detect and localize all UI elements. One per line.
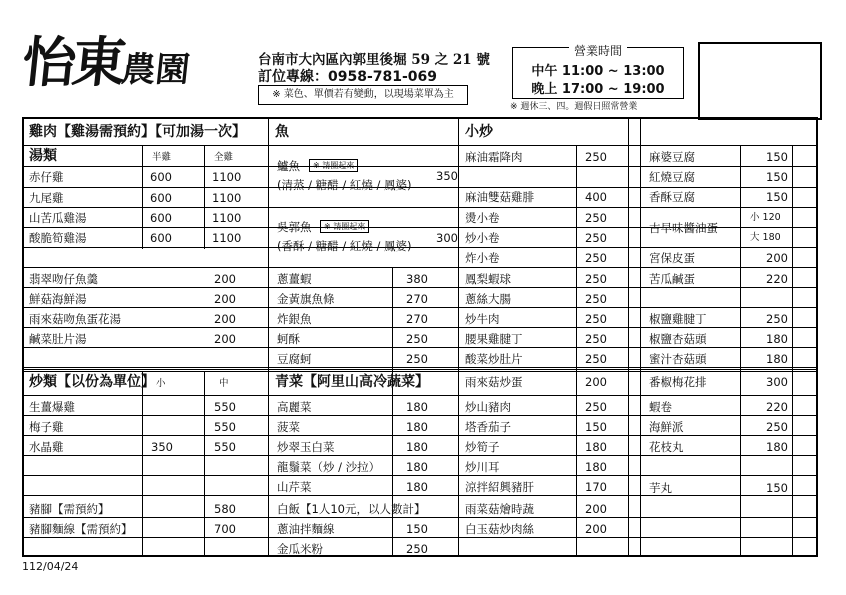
menu-date: 112/04/24 xyxy=(22,560,79,573)
menu-text: 蔥薑蝦 xyxy=(277,272,312,286)
menu-text: 麻婆豆腐 xyxy=(649,150,695,164)
menu-text: 苦瓜鹹蛋 xyxy=(649,272,695,286)
menu-text: 古早味醬油蛋 xyxy=(649,221,718,235)
menu-text: 180 xyxy=(766,352,788,366)
menu-text: 350 xyxy=(436,169,458,183)
menu-text: 1100 xyxy=(212,191,242,205)
menu-text: 腰果雞腱丁 xyxy=(465,332,523,346)
phone-number: 訂位專線：0958-781-069 xyxy=(258,69,438,85)
grid-line xyxy=(24,307,816,308)
menu-text: 鹹菜肚片湯 xyxy=(29,332,87,346)
menu-text: 250 xyxy=(585,231,607,245)
menu-text: 涼拌紹興豬肝 xyxy=(465,480,534,494)
menu-text: 紅燒豆腐 xyxy=(649,170,695,184)
menu-text: 180 xyxy=(406,400,428,414)
menu-text: ※ 請圈起來 xyxy=(320,220,369,233)
grid-line xyxy=(24,367,816,368)
menu-text: 180 xyxy=(406,480,428,494)
menu-text: 鳳梨蝦球 xyxy=(465,272,511,286)
menu-text: 270 xyxy=(406,312,428,326)
menu-text: 雨來菇吻魚蛋花湯 xyxy=(29,312,121,326)
menu-text: 1100 xyxy=(212,211,242,225)
menu-text: 豆腐蚵 xyxy=(277,352,312,366)
menu-text: 魚 xyxy=(275,124,289,140)
menu-text: 山苦瓜雞湯 xyxy=(29,211,87,225)
menu-text: 700 xyxy=(214,522,236,536)
grid-line xyxy=(24,395,816,396)
menu-text: 番椒梅花排 xyxy=(649,375,707,389)
menu-text: 豬腳麵線【需預約】 xyxy=(29,522,133,536)
grid-line xyxy=(24,455,816,456)
menu-text: 180 xyxy=(406,460,428,474)
menu-text: 炒翠玉白菜 xyxy=(277,440,335,454)
menu-text: 麻油雙菇雞腓 xyxy=(465,190,534,204)
grid-line xyxy=(24,187,816,188)
grid-line xyxy=(24,495,816,496)
menu-text: 200 xyxy=(214,332,236,346)
menu-text: 250 xyxy=(585,272,607,286)
menu-text: 酸菜炒肚片 xyxy=(465,352,523,366)
menu-text: 200 xyxy=(214,272,236,286)
grid-line xyxy=(24,347,816,348)
menu-text: 高麗菜 xyxy=(277,400,312,414)
menu-text: 180 xyxy=(585,440,607,454)
menu-text: 250 xyxy=(585,400,607,414)
logo-tail: 農園 xyxy=(119,50,192,90)
menu-text: 雨菜菇燴時蔬 xyxy=(465,502,534,516)
grid-line xyxy=(24,371,816,372)
menu-text: 200 xyxy=(766,251,788,265)
menu-text: 180 xyxy=(766,440,788,454)
menu-text: 半雞 xyxy=(152,152,172,163)
menu-text: 炸銀魚 xyxy=(277,312,312,326)
menu-text: 1100 xyxy=(212,170,242,184)
menu-text: 380 xyxy=(406,272,428,286)
menu-text: 吳郭魚 xyxy=(277,220,312,234)
grid-line xyxy=(640,119,641,557)
menu-text: 600 xyxy=(150,191,172,205)
menu-text: 蚵酥 xyxy=(277,332,300,346)
menu-text: (清蒸 / 糖醋 / 紅燒 / 鳳婆) xyxy=(277,178,412,192)
menu-text: 湯類 xyxy=(29,148,57,164)
menu-text: 小 xyxy=(156,378,166,389)
menu-text: 200 xyxy=(585,522,607,536)
menu-text: 九尾雞 xyxy=(29,191,64,205)
menu-text: 鮮菇海鮮湯 xyxy=(29,292,87,306)
menu-text: 400 xyxy=(585,190,607,204)
menu-text: 山芹菜 xyxy=(277,480,312,494)
grid-line xyxy=(268,119,269,557)
menu-text: 海鮮派 xyxy=(649,420,684,434)
menu-text: (香酥 / 糖醋 / 紅燒 / 鳳婆) xyxy=(277,239,412,253)
menu-text: 燙小卷 xyxy=(465,211,500,225)
menu-text: 白飯【1人10元，以人數計】 xyxy=(277,502,426,516)
menu-text: 生薑爆雞 xyxy=(29,400,75,414)
grid-line xyxy=(204,145,205,249)
menu-text: 150 xyxy=(585,420,607,434)
menu-text: 水晶雞 xyxy=(29,440,64,454)
menu-text: 蔥絲大腸 xyxy=(465,292,511,306)
grid-line xyxy=(24,517,816,518)
menu-text: 炸小卷 xyxy=(465,251,500,265)
logo xyxy=(18,32,193,100)
menu-text: 菠菜 xyxy=(277,420,300,434)
menu-text: 酸脆筍雞湯 xyxy=(29,231,87,245)
menu-text: 600 xyxy=(150,231,172,245)
menu-text: ※ 請圈起來 xyxy=(309,159,358,172)
menu-text: 椒鹽杏菇頭 xyxy=(649,332,707,346)
menu-text: 宮保皮蛋 xyxy=(649,251,695,265)
menu-text: 300 xyxy=(436,231,458,245)
grid-line xyxy=(24,537,816,538)
menu-text: 炒小卷 xyxy=(465,231,500,245)
menu-text: 250 xyxy=(585,211,607,225)
grid-line xyxy=(458,119,459,557)
menu-text: 600 xyxy=(150,211,172,225)
menu-text: 炒類【以份為單位】 xyxy=(29,374,155,390)
menu-text: 200 xyxy=(214,292,236,306)
menu-text: 550 xyxy=(214,400,236,414)
menu-text: 580 xyxy=(214,502,236,516)
menu-text: 170 xyxy=(585,480,607,494)
menu-text: 青菜【阿里山高冷蔬菜】 xyxy=(275,374,429,390)
menu-text: 金瓜米粉 xyxy=(277,542,323,556)
menu-text: 250 xyxy=(406,332,428,346)
menu-text: 220 xyxy=(766,272,788,286)
menu-text: 180 xyxy=(585,460,607,474)
logo-main: 怡東 xyxy=(19,30,126,94)
menu-text: 250 xyxy=(766,420,788,434)
menu-text: 炒川耳 xyxy=(465,460,500,474)
menu-text: 200 xyxy=(585,375,607,389)
stamp-box xyxy=(698,42,822,120)
menu-text: 300 xyxy=(766,375,788,389)
price-note: ※ 菜色、單價若有變動，以現場菜單為主 xyxy=(258,85,468,105)
menu-text: 鱸魚 xyxy=(277,159,300,173)
menu-text: 220 xyxy=(766,400,788,414)
menu-text: 250 xyxy=(585,150,607,164)
grid-line xyxy=(24,327,816,328)
grid-line xyxy=(24,207,816,208)
grid-line xyxy=(142,145,143,249)
menu-text: 150 xyxy=(766,170,788,184)
menu-text: 250 xyxy=(585,292,607,306)
menu-text: 150 xyxy=(766,190,788,204)
menu-text: 200 xyxy=(585,502,607,516)
menu-text: 550 xyxy=(214,440,236,454)
grid-line xyxy=(24,435,816,436)
menu-text: 炒牛肉 xyxy=(465,312,500,326)
menu-text: 1100 xyxy=(212,231,242,245)
menu-text: 芋丸 xyxy=(649,481,672,495)
menu-text: 花枝丸 xyxy=(649,440,684,454)
grid-line xyxy=(24,267,816,268)
grid-line xyxy=(24,287,816,288)
menu-text: 250 xyxy=(406,352,428,366)
menu-text: 炒山豬肉 xyxy=(465,400,511,414)
grid-line xyxy=(24,145,816,146)
menu-text: 炒筍子 xyxy=(465,440,500,454)
menu-text: 蜜汁杏菇頭 xyxy=(649,352,707,366)
menu-text: 600 xyxy=(150,170,172,184)
grid-line xyxy=(24,166,816,167)
menu-text: 白玉菇炒肉絲 xyxy=(465,522,534,536)
grid-line xyxy=(628,119,629,557)
menu-text: 雞肉【雞湯需預約】【可加湯一次】 xyxy=(29,124,246,140)
menu-text: 小 120 xyxy=(750,212,781,223)
menu-text: 150 xyxy=(406,522,428,536)
menu-text: 350 xyxy=(151,440,173,454)
menu-table xyxy=(22,117,818,557)
menu-text: 翡翠吻仔魚羹 xyxy=(29,272,98,286)
menu-text: 250 xyxy=(585,312,607,326)
menu-text: 250 xyxy=(585,352,607,366)
menu-text: 中 xyxy=(219,378,229,389)
menu-text: 大 180 xyxy=(750,232,781,243)
menu-text: 豬腳【需預約】 xyxy=(29,502,110,516)
menu-text: 250 xyxy=(406,542,428,556)
menu-text: 蔥油拌麵線 xyxy=(277,522,335,536)
grid-line xyxy=(24,475,816,476)
menu-text: 梅子雞 xyxy=(29,420,64,434)
menu-text: 180 xyxy=(406,420,428,434)
menu-text: 250 xyxy=(585,251,607,265)
menu-text: 180 xyxy=(406,440,428,454)
menu-text: 赤仔雞 xyxy=(29,170,64,184)
grid-line xyxy=(24,247,816,248)
menu-text: 蝦卷 xyxy=(649,400,672,414)
menu-text: 550 xyxy=(214,420,236,434)
menu-text: 香酥豆腐 xyxy=(649,190,695,204)
menu-text: 龍鬚菜（炒 / 沙拉） xyxy=(277,460,381,474)
hours-night: 晚上 17:00 ~ 19:00 xyxy=(531,82,665,97)
menu-text: 250 xyxy=(585,332,607,346)
menu-text: 200 xyxy=(214,312,236,326)
menu-text: 椒鹽雞腱丁 xyxy=(649,312,707,326)
menu-text: 180 xyxy=(766,332,788,346)
grid-line xyxy=(142,371,143,557)
menu-text: 270 xyxy=(406,292,428,306)
grid-line xyxy=(204,371,205,557)
menu-text: 金黃旗魚條 xyxy=(277,292,335,306)
address: 台南市大內區內郭里後堀 59 之 21 號 xyxy=(258,52,490,68)
menu-text: 全雞 xyxy=(214,152,234,163)
menu-text: 塔香茄子 xyxy=(465,420,511,434)
menu-text: 小炒 xyxy=(465,124,493,140)
grid-line xyxy=(24,369,816,370)
menu-text: 150 xyxy=(766,150,788,164)
hours-title: 營業時間 xyxy=(569,44,627,58)
menu-text: 麻油霜降肉 xyxy=(465,150,523,164)
hours-noon: 中午 11:00 ~ 13:00 xyxy=(531,64,665,79)
business-hours-box xyxy=(512,44,684,99)
grid-line xyxy=(24,415,816,416)
closed-days: ※ 週休三、四。週假日照常營業 xyxy=(510,102,638,112)
menu-text: 150 xyxy=(766,481,788,495)
menu-text: 250 xyxy=(766,312,788,326)
menu-text: 雨來菇炒蛋 xyxy=(465,375,523,389)
